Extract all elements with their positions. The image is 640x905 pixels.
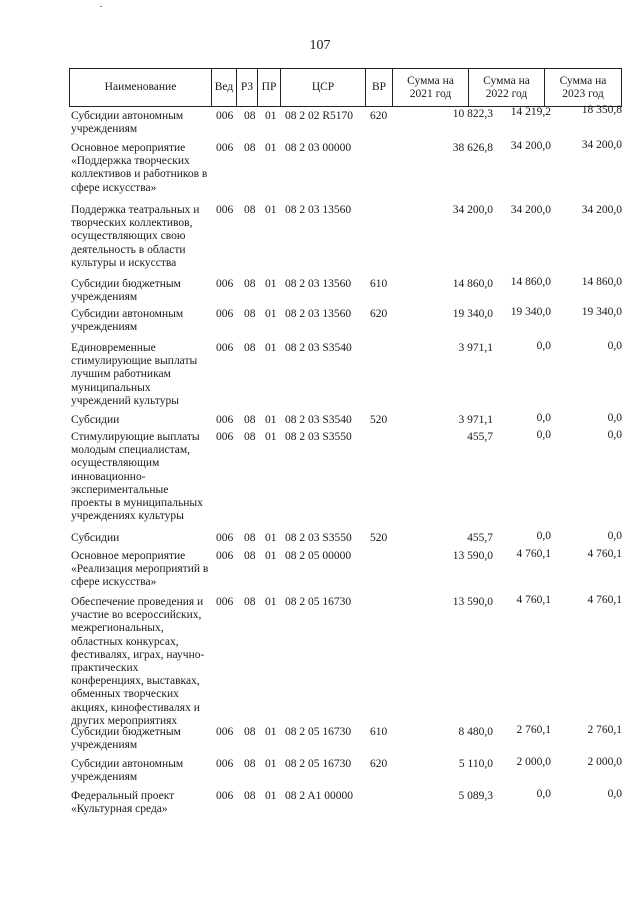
- scan-speck: [100, 6, 102, 7]
- row-pr: 01: [265, 110, 277, 122]
- row-sum-2023: 18 350,8: [581, 104, 622, 116]
- row-ved: 006: [216, 308, 234, 320]
- row-sum-2023: 19 340,0: [581, 306, 622, 318]
- row-sum-2022: 0,0: [536, 530, 551, 542]
- row-vr: 520: [370, 532, 388, 544]
- row-sum-2021: 3 971,1: [458, 342, 493, 354]
- row-ved: 006: [216, 110, 234, 122]
- header-name: Наименование: [69, 68, 211, 107]
- row-sum-2023: 0,0: [607, 340, 622, 352]
- row-sum-2023: 2 760,1: [587, 724, 622, 736]
- row-sum-2022: 0,0: [536, 412, 551, 424]
- row-csr: 08 2 03 13560: [285, 204, 352, 216]
- row-sum-2022: 34 200,0: [510, 140, 551, 152]
- header-sum-2023: Сумма на 2023 год: [544, 68, 622, 107]
- row-rz: 08: [244, 431, 256, 443]
- row-sum-2021: 38 626,8: [452, 142, 493, 154]
- row-csr: 08 2 03 S3540: [285, 414, 352, 426]
- row-sum-2021: 5 089,3: [458, 790, 493, 802]
- row-vr: 610: [370, 726, 388, 738]
- row-pr: 01: [265, 532, 277, 544]
- row-sum-2022: 34 200,0: [510, 204, 551, 216]
- row-name: Субсидии: [71, 532, 120, 544]
- row-sum-2021: 10 822,3: [452, 108, 493, 120]
- row-rz: 08: [244, 204, 256, 216]
- row-sum-2021: 34 200,0: [452, 204, 493, 216]
- row-rz: 08: [244, 532, 256, 544]
- row-csr: 08 2 05 16730: [285, 596, 352, 608]
- row-sum-2021: 14 860,0: [452, 278, 493, 290]
- row-sum-2021: 8 480,0: [458, 726, 493, 738]
- row-sum-2021: 455,7: [467, 532, 493, 544]
- row-csr: 08 2 03 S3550: [285, 532, 352, 544]
- row-pr: 01: [265, 204, 277, 216]
- row-csr: 08 2 03 00000: [285, 142, 352, 154]
- row-rz: 08: [244, 142, 256, 154]
- row-rz: 08: [244, 278, 256, 290]
- row-vr: 620: [370, 110, 388, 122]
- row-csr: 08 2 03 S3550: [285, 431, 352, 443]
- row-rz: 08: [244, 110, 256, 122]
- header-csr: ЦСР: [280, 68, 365, 107]
- row-rz: 08: [244, 342, 256, 354]
- header-pr: ПР: [257, 68, 280, 107]
- row-pr: 01: [265, 342, 277, 354]
- row-csr: 08 2 03 S3540: [285, 342, 352, 354]
- header-ved: Вед: [211, 68, 236, 107]
- row-ved: 006: [216, 142, 234, 154]
- row-csr: 08 2 05 16730: [285, 758, 352, 770]
- row-sum-2022: 0,0: [536, 788, 551, 800]
- row-sum-2021: 19 340,0: [452, 308, 493, 320]
- row-sum-2021: 455,7: [467, 431, 493, 443]
- row-rz: 08: [244, 758, 256, 770]
- row-name: Основное мероприятие «Поддержка творческих коллективов и работников в сфере искусства»: [71, 142, 208, 194]
- row-pr: 01: [265, 726, 277, 738]
- row-sum-2023: 4 760,1: [587, 594, 622, 606]
- row-name: Единовременные стимулирующие выплаты лучшим работникам муниципальных учреждений культуры: [71, 342, 198, 407]
- row-rz: 08: [244, 726, 256, 738]
- row-csr: 08 2 02 R5170: [285, 110, 354, 122]
- row-sum-2023: 4 760,1: [587, 548, 622, 560]
- row-ved: 006: [216, 414, 234, 426]
- row-pr: 01: [265, 414, 277, 426]
- row-sum-2023: 0,0: [607, 530, 622, 542]
- row-sum-2022: 2 000,0: [516, 756, 551, 768]
- row-ved: 006: [216, 790, 234, 802]
- row-rz: 08: [244, 550, 256, 562]
- row-name: Поддержка театральных и творческих коллективов, осуществляющих свою деятельность в области культуры и искусства: [71, 204, 200, 269]
- row-ved: 006: [216, 204, 234, 216]
- row-vr: 620: [370, 308, 388, 320]
- row-ved: 006: [216, 596, 234, 608]
- row-rz: 08: [244, 414, 256, 426]
- row-sum-2023: 0,0: [607, 412, 622, 424]
- page-number: 107: [309, 38, 331, 53]
- row-rz: 08: [244, 596, 256, 608]
- row-sum-2021: 5 110,0: [458, 758, 493, 770]
- row-name: Обеспечение проведения и участие во всероссийских, межрегиональных, областных конкурсах, фестивалях, играх, научно-практических конференциях, выставках, обменных творческих акциях, кинофестивалях и других мероприятиях: [71, 596, 205, 727]
- row-sum-2022: 4 760,1: [516, 548, 551, 560]
- row-pr: 01: [265, 142, 277, 154]
- row-sum-2022: 14 219,2: [510, 106, 551, 118]
- header-sum-2021: Сумма на 2021 год: [392, 68, 468, 107]
- header-sum-2022: Сумма на 2022 год: [468, 68, 544, 107]
- row-sum-2022: 0,0: [536, 340, 551, 352]
- row-sum-2023: 0,0: [607, 788, 622, 800]
- row-pr: 01: [265, 758, 277, 770]
- row-sum-2021: 3 971,1: [458, 414, 493, 426]
- row-csr: 08 2 03 13560: [285, 278, 352, 290]
- row-sum-2022: 19 340,0: [510, 306, 551, 318]
- row-ved: 006: [216, 342, 234, 354]
- row-sum-2023: 0,0: [607, 429, 622, 441]
- table-header: [69, 68, 622, 107]
- row-ved: 006: [216, 550, 234, 562]
- row-name: Основное мероприятие «Реализация мероприятий в сфере искусства»: [71, 550, 209, 589]
- row-ved: 006: [216, 726, 234, 738]
- row-name: Субсидии автономным учреждениям: [71, 758, 184, 784]
- row-name: Субсидии: [71, 414, 120, 426]
- row-vr: 520: [370, 414, 388, 426]
- row-csr: 08 2 05 00000: [285, 550, 352, 562]
- row-sum-2022: 14 860,0: [510, 276, 551, 288]
- row-name: Федеральный проект «Культурная среда»: [71, 790, 175, 816]
- row-rz: 08: [244, 308, 256, 320]
- row-pr: 01: [265, 550, 277, 562]
- row-pr: 01: [265, 431, 277, 443]
- row-sum-2022: 4 760,1: [516, 594, 551, 606]
- row-pr: 01: [265, 308, 277, 320]
- row-pr: 01: [265, 278, 277, 290]
- row-sum-2021: 13 590,0: [452, 596, 493, 608]
- row-name: Субсидии бюджетным учреждениям: [71, 726, 181, 752]
- row-ved: 006: [216, 532, 234, 544]
- row-pr: 01: [265, 790, 277, 802]
- row-sum-2022: 0,0: [536, 429, 551, 441]
- row-sum-2022: 2 760,1: [516, 724, 551, 736]
- row-csr: 08 2 A1 00000: [285, 790, 354, 802]
- row-csr: 08 2 03 13560: [285, 308, 352, 320]
- row-rz: 08: [244, 790, 256, 802]
- row-csr: 08 2 05 16730: [285, 726, 352, 738]
- row-name: Субсидии автономным учреждениям: [71, 308, 184, 334]
- row-sum-2023: 14 860,0: [581, 276, 622, 288]
- row-sum-2023: 34 200,0: [581, 204, 622, 216]
- row-sum-2023: 34 200,0: [581, 139, 622, 151]
- row-ved: 006: [216, 431, 234, 443]
- row-pr: 01: [265, 596, 277, 608]
- row-ved: 006: [216, 758, 234, 770]
- header-rz: РЗ: [236, 68, 257, 107]
- row-ved: 006: [216, 278, 234, 290]
- row-name: Субсидии автономным учреждениям: [71, 110, 184, 136]
- row-sum-2021: 13 590,0: [452, 550, 493, 562]
- row-name: Стимулирующие выплаты молодым специалистам, осуществляющим инновационно-экспериментальные проекты в муниципальных учреждениях культуры: [71, 431, 203, 523]
- row-vr: 620: [370, 758, 388, 770]
- header-vr: ВР: [365, 68, 392, 107]
- row-vr: 610: [370, 278, 388, 290]
- row-name: Субсидии бюджетным учреждениям: [71, 278, 181, 304]
- row-sum-2023: 2 000,0: [587, 756, 622, 768]
